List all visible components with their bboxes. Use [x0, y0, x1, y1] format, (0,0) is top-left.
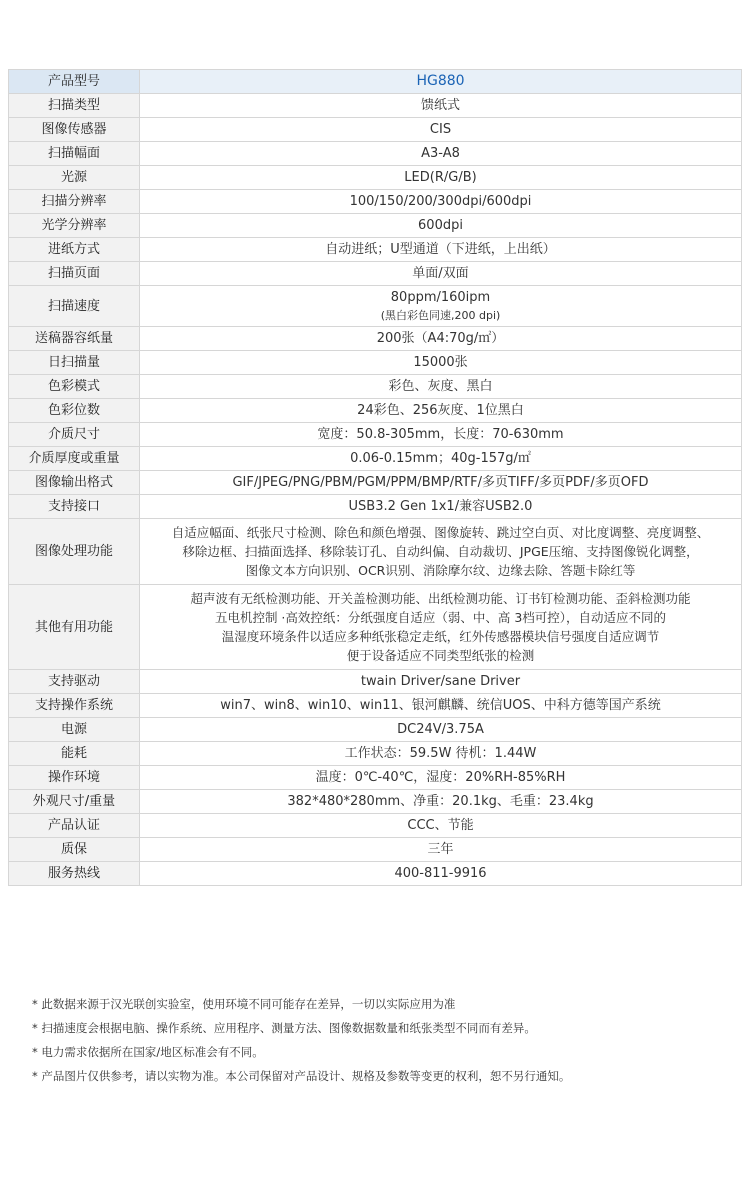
- footnotes: [32, 996, 732, 1092]
- spec-value: 工作状态：59.5W 待机：1.44W: [140, 742, 742, 766]
- spec-row: [9, 471, 742, 495]
- spec-label: 产品认证: [9, 814, 140, 838]
- spec-value: 宽度：50.8-305mm，长度：70-630mm: [140, 423, 742, 447]
- footnote: * 电力需求依据所在国家/地区标准会有不同。: [32, 1045, 264, 1059]
- spec-value-main: 80ppm/160ipm: [390, 290, 491, 305]
- spec-label: 图像传感器: [9, 118, 140, 142]
- spec-value: [140, 286, 742, 327]
- spec-label: 能耗: [9, 742, 140, 766]
- spec-value: [140, 519, 742, 585]
- spec-label: 光学分辨率: [9, 214, 140, 238]
- spec-label: 操作环境: [9, 766, 140, 790]
- footnote: * 此数据来源于汉光联创实验室，使用环境不同可能存在差异，一切以实际应用为准: [32, 997, 456, 1011]
- spec-value-line: 图像文本方向识别、OCR识别、消除摩尔纹、边缘去除、答题卡除红等: [245, 563, 636, 578]
- spec-value: 24彩色、256灰度、1位黑白: [140, 399, 742, 423]
- spec-label: 质保: [9, 838, 140, 862]
- spec-value: 100/150/200/300dpi/600dpi: [140, 190, 742, 214]
- spec-label: 扫描分辨率: [9, 190, 140, 214]
- spec-label: 色彩模式: [9, 375, 140, 399]
- spec-value: 单面/双面: [140, 262, 742, 286]
- spec-label: 图像输出格式: [9, 471, 140, 495]
- spec-label: 扫描幅面: [9, 142, 140, 166]
- spec-row: [9, 447, 742, 471]
- spec-label: 进纸方式: [9, 238, 140, 262]
- spec-value-sub: (黑白彩色同速,200 dpi): [380, 309, 501, 322]
- spec-label: 服务热线: [9, 862, 140, 886]
- footnote: * 产品图片仅供参考，请以实物为准。本公司保留对产品设计、规格及参数等变更的权利，恕不另行通知。: [32, 1069, 571, 1083]
- spec-value: 382*480*280mm、净重：20.1kg、毛重：23.4kg: [140, 790, 742, 814]
- spec-label: 产品型号: [9, 70, 140, 94]
- spec-row: [9, 118, 742, 142]
- spec-label: 扫描速度: [9, 286, 140, 327]
- spec-value-line: 温湿度环境条件以适应多种纸张稳定走纸，红外传感器模块信号强度自适应调节: [221, 629, 660, 644]
- spec-label: 介质尺寸: [9, 423, 140, 447]
- spec-label: 光源: [9, 166, 140, 190]
- spec-label: 扫描类型: [9, 94, 140, 118]
- spec-label: 外观尺寸/重量: [9, 790, 140, 814]
- spec-label: 电源: [9, 718, 140, 742]
- spec-value: 自动进纸；U型通道（下进纸，上出纸）: [140, 238, 742, 262]
- spec-value: CIS: [140, 118, 742, 142]
- spec-row: [9, 262, 742, 286]
- spec-value-line: 便于设备适应不同类型纸张的检测: [346, 648, 535, 663]
- spec-table: [8, 69, 742, 886]
- spec-row: [9, 585, 742, 670]
- spec-label: 介质厚度或重量: [9, 447, 140, 471]
- spec-value: DC24V/3.75A: [140, 718, 742, 742]
- spec-value: 彩色、灰度、黑白: [140, 375, 742, 399]
- spec-label: 支持接口: [9, 495, 140, 519]
- spec-row: [9, 351, 742, 375]
- spec-row: [9, 790, 742, 814]
- spec-row: [9, 838, 742, 862]
- spec-row: [9, 166, 742, 190]
- spec-row: [9, 399, 742, 423]
- spec-row: [9, 519, 742, 585]
- spec-row: [9, 286, 742, 327]
- spec-row: [9, 694, 742, 718]
- spec-label: 图像处理功能: [9, 519, 140, 585]
- spec-label: 送稿器容纸量: [9, 327, 140, 351]
- spec-value: 0.06-0.15mm；40g-157g/㎡: [140, 447, 742, 471]
- product-model-value: HG880: [140, 70, 742, 94]
- spec-value: 温度：0℃-40℃，湿度：20%RH-85%RH: [140, 766, 742, 790]
- spec-row: [9, 495, 742, 519]
- spec-row: [9, 814, 742, 838]
- spec-row: [9, 742, 742, 766]
- spec-value: GIF/JPEG/PNG/PBM/PGM/PPM/BMP/RTF/多页TIFF/多页PDF/多页OFD: [140, 471, 742, 495]
- spec-row: [9, 670, 742, 694]
- spec-label: 其他有用功能: [9, 585, 140, 670]
- spec-row: [9, 94, 742, 118]
- spec-value: 600dpi: [140, 214, 742, 238]
- spec-value: [140, 585, 742, 670]
- spec-label: 支持驱动: [9, 670, 140, 694]
- spec-value-line: 自适应幅面、纸张尺寸检测、除色和颜色增强、图像旋转、跳过空白页、对比度调整、亮度调整、: [171, 525, 710, 540]
- spec-label: 扫描页面: [9, 262, 140, 286]
- spec-row: [9, 766, 742, 790]
- spec-value: USB3.2 Gen 1x1/兼容USB2.0: [140, 495, 742, 519]
- spec-value: 馈纸式: [140, 94, 742, 118]
- spec-value: twain Driver/sane Driver: [140, 670, 742, 694]
- spec-row: [9, 718, 742, 742]
- spec-table-body: [9, 70, 742, 886]
- spec-label: 色彩位数: [9, 399, 140, 423]
- spec-value: LED(R/G/B): [140, 166, 742, 190]
- spec-row: [9, 238, 742, 262]
- spec-value: 400-811-9916: [140, 862, 742, 886]
- spec-value-line: 移除边框、扫描面选择、移除装订孔、自动纠偏、自动裁切、JPGE压缩、支持图像锐化调整，: [182, 544, 699, 559]
- spec-value-line: 超声波有无纸检测功能、开关盖检测功能、出纸检测功能、订书钉检测功能、歪斜检测功能: [190, 591, 691, 606]
- spec-row: [9, 423, 742, 447]
- spec-value: 200张（A4:70g/㎡）: [140, 327, 742, 351]
- spec-label: 日扫描量: [9, 351, 140, 375]
- spec-row: [9, 862, 742, 886]
- spec-label: 支持操作系统: [9, 694, 140, 718]
- spec-row: [9, 375, 742, 399]
- spec-row: [9, 142, 742, 166]
- spec-row: [9, 214, 742, 238]
- spec-row: [9, 327, 742, 351]
- spec-value: 三年: [140, 838, 742, 862]
- spec-value: A3-A8: [140, 142, 742, 166]
- spec-value: CCC、节能: [140, 814, 742, 838]
- spec-value-line: 五电机控制 ·高效控纸：分纸强度自适应（弱、中、高 3档可控），自动适应不同的: [214, 610, 667, 625]
- spec-row: [9, 190, 742, 214]
- spec-value: win7、win8、win10、win11、银河麒麟、统信UOS、中科方德等国产系统: [140, 694, 742, 718]
- spec-value: 15000张: [140, 351, 742, 375]
- spec-row: [9, 70, 742, 94]
- footnote: * 扫描速度会根据电脑、操作系统、应用程序、测量方法、图像数据数量和纸张类型不同而有差异。: [32, 1021, 536, 1035]
